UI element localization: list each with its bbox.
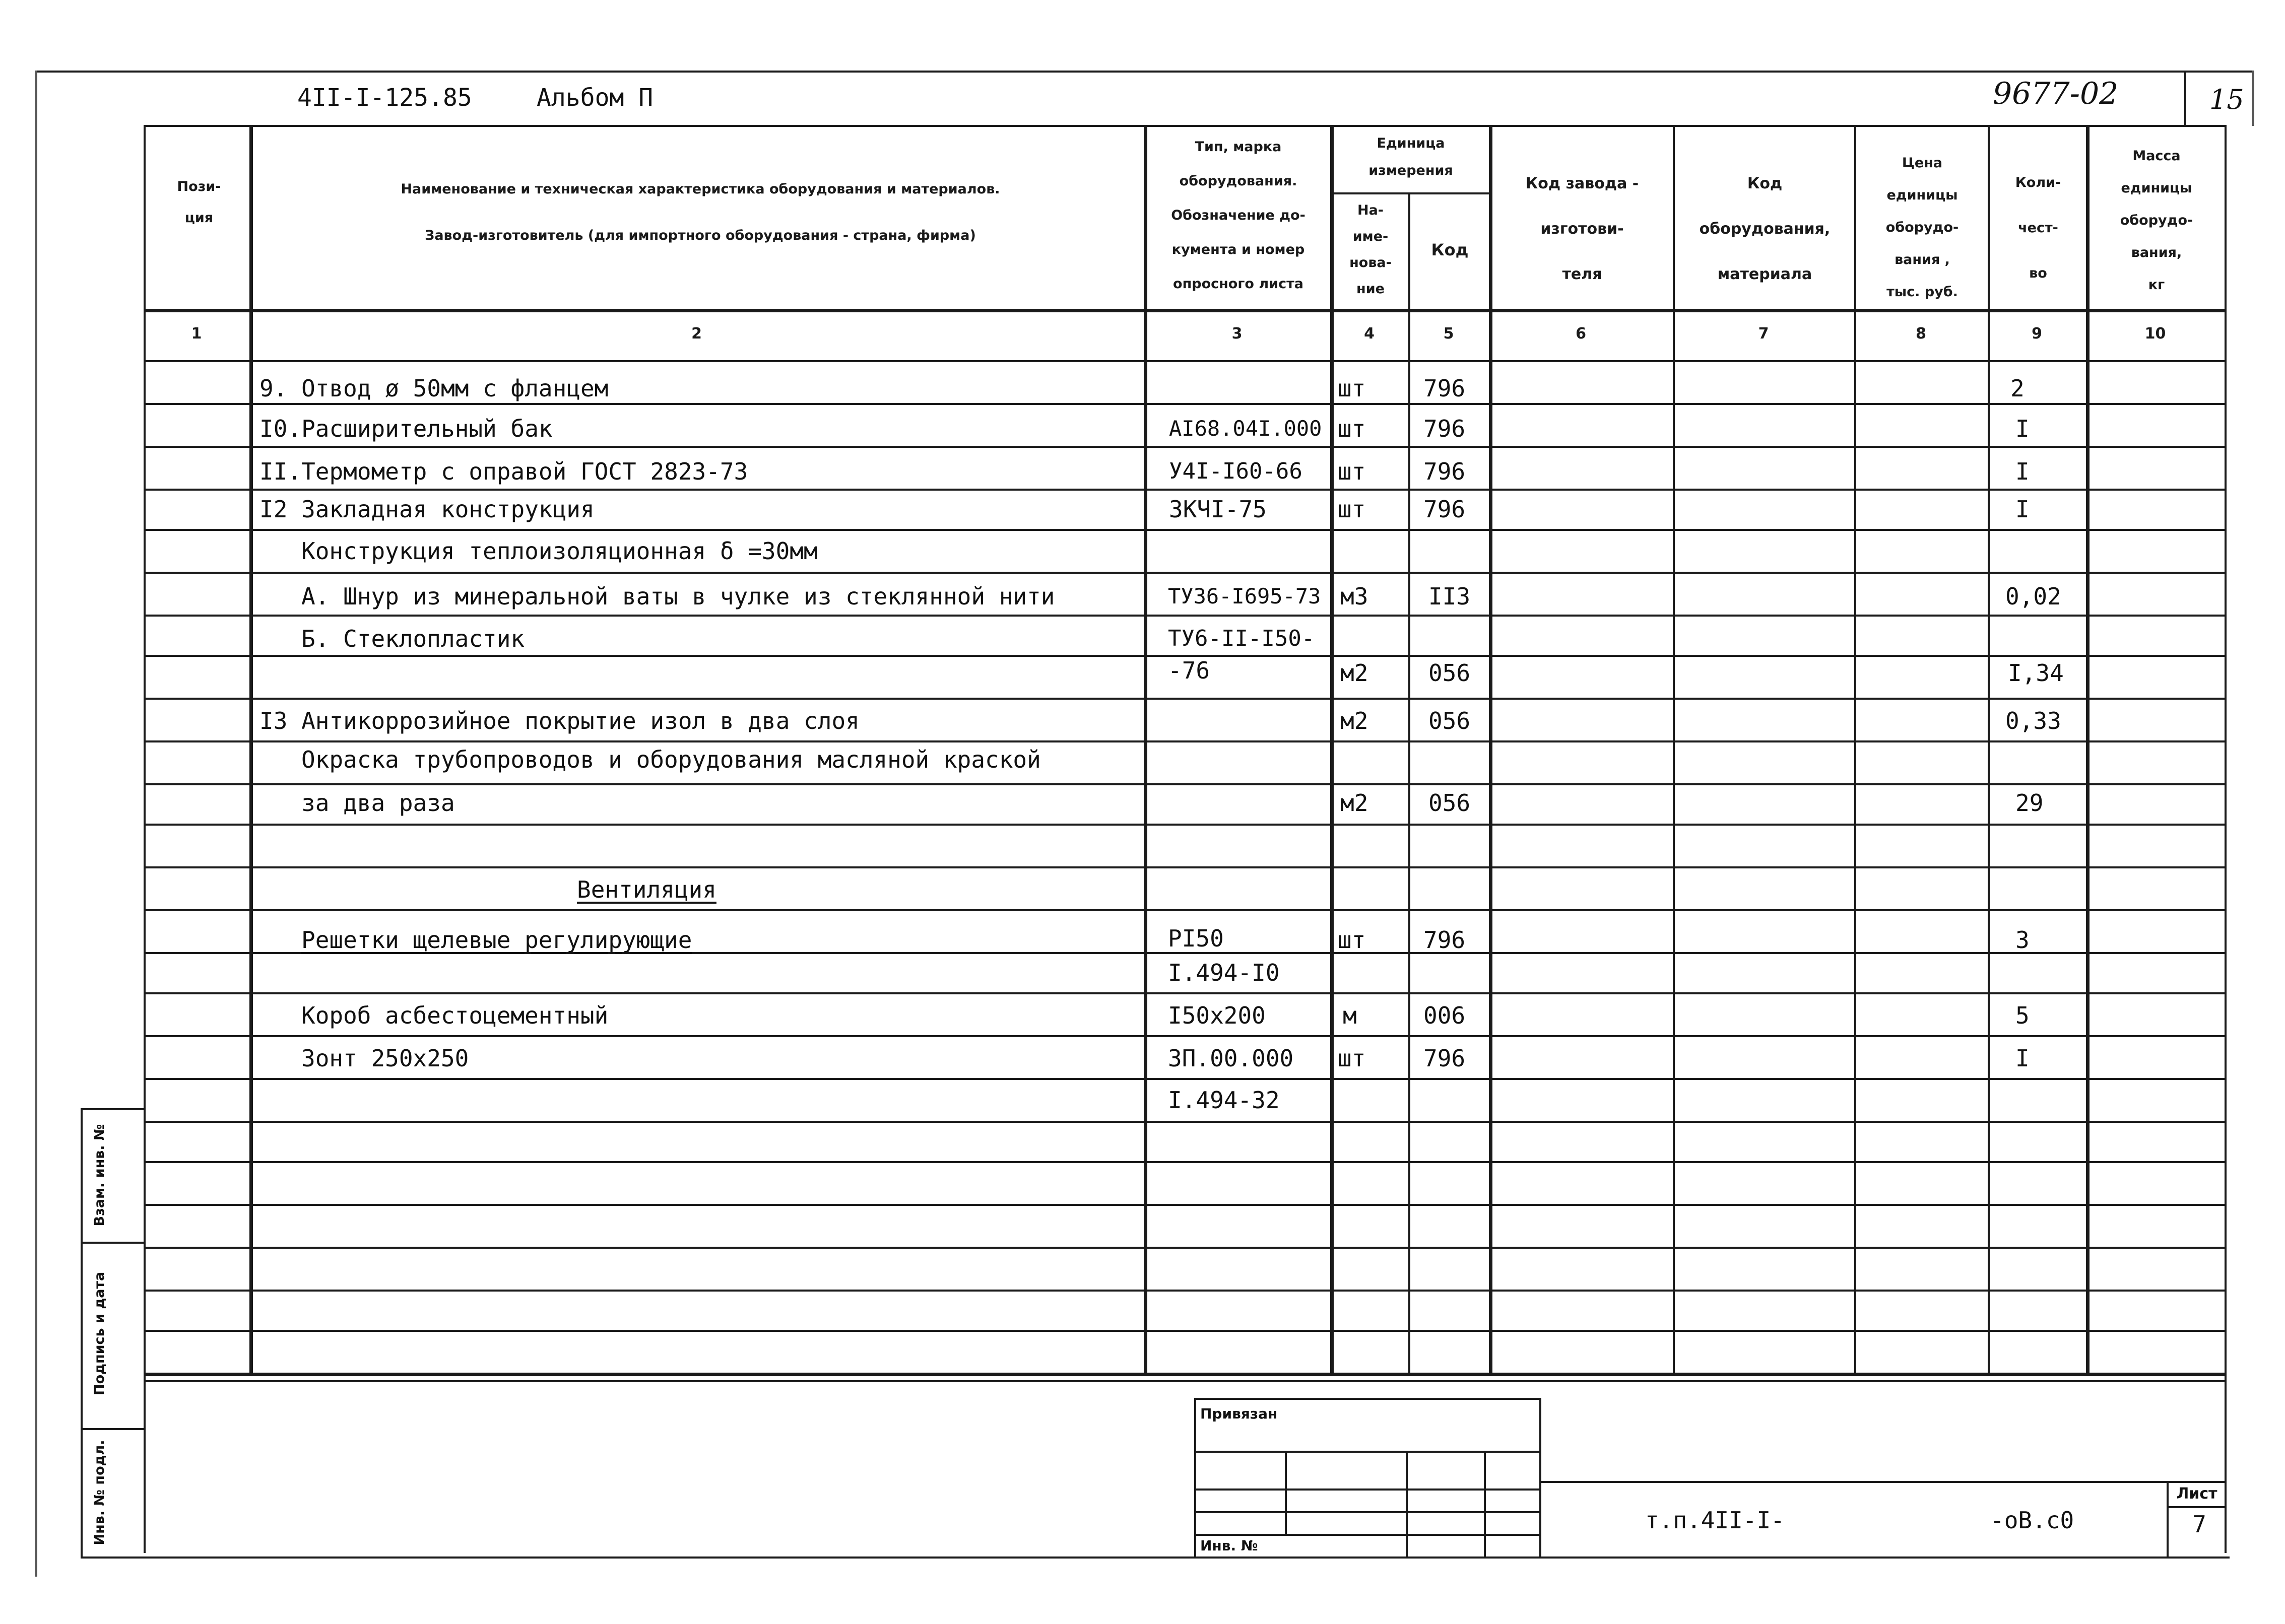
row-qty: 2	[2010, 375, 2025, 402]
row-code: 796	[1423, 458, 1466, 485]
header-unit-code: Код	[1431, 240, 1469, 259]
row-unit: шт	[1338, 458, 1366, 485]
row-type: ЗП.00.000	[1168, 1045, 1294, 1072]
row-code: 796	[1423, 375, 1466, 402]
stamp-suffix: -оВ.с0	[1990, 1507, 2074, 1534]
row-name: Конструкция теплоизоляционная δ =30мм	[301, 537, 818, 565]
stamp-inv-no: Инв. №	[1200, 1537, 1258, 1554]
column-number: 6	[1576, 325, 1586, 343]
row-name: I2 Закладная конструкция	[259, 496, 595, 523]
header-factory-code: Код завода - изготови- теля	[1525, 175, 1639, 283]
inventory-number: 9677-02	[1993, 76, 2119, 111]
row-type: -76	[1168, 657, 1210, 684]
row-type: У4I-I60-66	[1169, 458, 1302, 484]
column-number: 4	[1364, 325, 1375, 343]
row-name: Решетки щелевые регулирующие	[301, 926, 692, 954]
row-type: AI68.04I.000	[1169, 416, 1322, 441]
row-qty: I,34	[2008, 659, 2064, 687]
row-unit: м3	[1340, 583, 1368, 610]
row-code: 796	[1423, 496, 1466, 523]
row-type: ЗКЧI-75	[1169, 496, 1267, 523]
column-number: 8	[1916, 325, 1926, 343]
row-code: 006	[1423, 1002, 1466, 1029]
column-number: 9	[2032, 325, 2042, 343]
row-unit: м	[1343, 1002, 1357, 1029]
column-number: 3	[1231, 325, 1243, 343]
sheet-number: 15	[2209, 84, 2244, 115]
row-name: А. Шнур из минеральной ваты в чулке из стеклянной нити	[301, 583, 1055, 610]
row-qty: I	[2015, 415, 2030, 442]
row-name: I3 Антикоррозийное покрытие изол в два слоя	[259, 707, 860, 734]
row-name: I0.Расширительный бак	[259, 415, 553, 442]
header-name: Наименование и техническая характеристика оборудования и материалов. Завод-изготовитель (для импортного оборудования - страна, фирма)	[401, 181, 1000, 243]
header-type: Тип, марка оборудования. Обозначение до- кумента и номер опросного листа	[1171, 139, 1305, 292]
header-mass: Масса единицы оборудо- вания, кг	[2120, 148, 2193, 293]
row-name: 9. Отвод ø 50мм с фланцем	[259, 375, 609, 402]
stamp-list-number: 7	[2192, 1511, 2206, 1538]
stamp-privyazan: Привязан	[1200, 1405, 1278, 1422]
row-name: II.Термометр с оправой ГОСТ 2823-73	[259, 458, 748, 485]
row-code: II3	[1428, 583, 1471, 610]
header-quantity: Коли- чест- во	[2015, 175, 2061, 281]
row-unit: шт	[1338, 415, 1366, 442]
row-code: 796	[1423, 415, 1466, 442]
row-code: 796	[1423, 1045, 1466, 1072]
column-number: 1	[191, 325, 202, 343]
row-code: 056	[1428, 659, 1471, 687]
row-name: Короб асбестоцементный	[301, 1002, 609, 1029]
row-type: I50х200	[1168, 1002, 1266, 1029]
row-qty: 5	[2015, 1002, 2030, 1029]
column-number: 2	[691, 325, 702, 343]
row-qty: 29	[2015, 789, 2044, 817]
row-code: 056	[1428, 789, 1471, 817]
row-unit: м2	[1340, 789, 1368, 817]
row-type: I.494-I0	[1168, 959, 1280, 986]
row-unit: шт	[1338, 375, 1366, 402]
row-unit: м2	[1340, 659, 1368, 687]
row-unit: шт	[1338, 926, 1366, 954]
header-unit-name: На- име- нова- ние	[1349, 202, 1392, 297]
header-position: Пози- ция	[177, 179, 221, 226]
section-heading: Вентиляция	[577, 876, 716, 903]
row-qty: I	[2015, 1045, 2030, 1072]
side-label-podpis: Подпись и дата	[92, 1271, 107, 1395]
row-name: за два раза	[301, 789, 455, 817]
column-number: 5	[1443, 325, 1454, 343]
row-type: I.494-32	[1168, 1087, 1280, 1114]
row-qty: 3	[2015, 926, 2030, 954]
row-qty: 0,33	[2005, 707, 2061, 734]
row-name: Зонт 250х250	[301, 1045, 469, 1072]
side-label-vzam: Взам. инв. №	[92, 1124, 107, 1227]
doc-number: 4II-I-125.85	[297, 84, 472, 112]
album-label: Альбом П	[537, 84, 654, 112]
side-label-inv-podl: Инв. № подл.	[92, 1440, 107, 1545]
row-qty: 0,02	[2005, 583, 2061, 610]
row-type: PI50	[1168, 925, 1224, 952]
column-number: 7	[1758, 325, 1769, 343]
row-unit: шт	[1338, 1045, 1366, 1072]
row-qty: I	[2015, 458, 2030, 485]
stamp-designation: т.п.4II-I-	[1645, 1507, 1785, 1534]
row-type: ТУ6-II-I50-	[1168, 626, 1315, 651]
row-code: 056	[1428, 707, 1471, 734]
stamp-list-label: Лист	[2176, 1485, 2217, 1503]
row-code: 796	[1423, 926, 1466, 954]
row-name: Б. Стеклопластик	[301, 625, 525, 652]
row-name: Окраска трубопроводов и оборудования масляной краской	[301, 746, 1041, 773]
row-type: ТУ36-I695-73	[1168, 584, 1321, 608]
row-unit: м2	[1340, 707, 1368, 734]
row-qty: I	[2015, 496, 2030, 523]
header-equipment-code: Код оборудования, материала	[1699, 175, 1831, 283]
header-unit-group: Единица измерения	[1368, 136, 1453, 178]
header-price: Цена единицы оборудо- вания , тыс. руб.	[1885, 155, 1959, 300]
column-number: 10	[2144, 325, 2166, 343]
row-unit: шт	[1338, 496, 1366, 523]
